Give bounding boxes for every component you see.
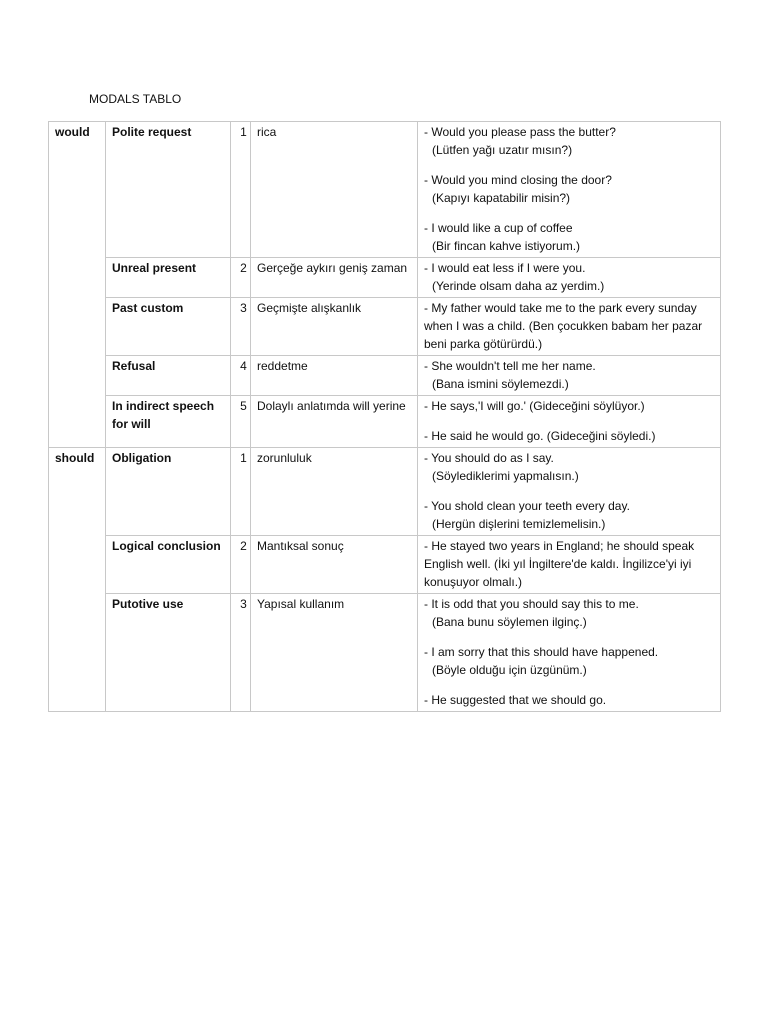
meaning-cell: Geçmişte alışkanlık [251,298,418,356]
example-english: - He said he would go. (Gideceğini söyledi.) [424,429,656,443]
meaning-cell: Mantıksal sonuç [251,536,418,594]
number-cell: 4 [231,356,251,396]
example-english: - He stayed two years in England; he should speak English well. (İki yıl İngiltere'de kaldı. İngilizce'yi iyi konuşuyor olmalı.) [424,539,695,589]
example-item [424,123,720,159]
example-translation: (Böyle olduğu için üzgünüm.) [432,663,587,677]
modals-table-body [49,122,721,712]
example-item [424,643,720,679]
example-english: - It is odd that you should say this to me. [424,597,639,611]
number-cell: 3 [231,594,251,712]
number-cell: 2 [231,536,251,594]
number-cell: 5 [231,396,251,448]
example-item [424,171,720,207]
example-item [424,427,720,445]
number-cell: 1 [231,448,251,536]
example-translation: (Söylediklerimi yapmalısın.) [432,469,579,483]
table-row [49,258,721,298]
examples-cell [418,258,721,298]
example-english: - You shold clean your teeth every day. [424,499,630,513]
table-row [49,122,721,258]
example-english: - I would like a cup of coffee [424,221,573,235]
examples-cell [418,298,721,356]
usage-cell: Unreal present [106,258,231,298]
examples-cell [418,396,721,448]
table-row [49,536,721,594]
table-row [49,396,721,448]
example-item [424,397,720,415]
example-english: - I am sorry that this should have happened. [424,645,659,659]
usage-cell: Past custom [106,298,231,356]
example-english: - My father would take me to the park every sunday when I was a child. (Ben çocukken babam her pazar beni parka götürürdü.) [424,301,703,351]
meaning-cell: Yapısal kullanım [251,594,418,712]
usage-cell: Refusal [106,356,231,396]
example-english: - Would you please pass the butter? [424,125,616,139]
example-english: - He says,'I will go.' (Gideceğini söylüyor.) [424,399,645,413]
example-item [424,537,720,591]
example-translation: (Yerinde olsam daha az yerdim.) [432,279,605,293]
usage-cell: Polite request [106,122,231,258]
example-translation: (Bir fincan kahve istiyorum.) [432,239,581,253]
example-item [424,691,720,709]
number-cell: 2 [231,258,251,298]
table-row [49,356,721,396]
examples-cell [418,594,721,712]
number-cell: 3 [231,298,251,356]
example-item [424,497,720,533]
usage-cell: In indirect speech for will [106,396,231,448]
examples-cell [418,356,721,396]
example-english: - She wouldn't tell me her name. [424,359,596,373]
example-english: - Would you mind closing the door? [424,173,612,187]
modal-verb-cell: would [49,122,106,448]
number-cell: 1 [231,122,251,258]
examples-cell [418,536,721,594]
examples-cell [418,448,721,536]
example-item [424,219,720,255]
example-item [424,259,720,295]
meaning-cell: reddetme [251,356,418,396]
modals-table [48,121,721,712]
modal-verb-cell: should [49,448,106,712]
example-translation: (Kapıyı kapatabilir misin?) [432,191,571,205]
usage-cell: Obligation [106,448,231,536]
meaning-cell: zorunluluk [251,448,418,536]
example-item [424,357,720,393]
examples-cell [418,122,721,258]
meaning-cell: rica [251,122,418,258]
meaning-cell: Gerçeğe aykırı geniş zaman [251,258,418,298]
example-translation: (Bana bunu söylemen ilginç.) [432,615,587,629]
example-english: - I would eat less if I were you. [424,261,586,275]
example-translation: (Hergün dişlerini temizlemelisin.) [432,517,606,531]
page-title: MODALS TABLO [89,92,182,106]
meaning-cell: Dolaylı anlatımda will yerine [251,396,418,448]
example-item [424,595,720,631]
example-item [424,449,720,485]
table-row [49,448,721,536]
example-english: - You should do as I say. [424,451,554,465]
example-english: - He suggested that we should go. [424,693,607,707]
table-row [49,298,721,356]
table-row [49,594,721,712]
example-translation: (Bana ismini söylemezdi.) [432,377,569,391]
example-translation: (Lütfen yağı uzatır mısın?) [432,143,573,157]
usage-cell: Putotive use [106,594,231,712]
usage-cell: Logical conclusion [106,536,231,594]
example-item [424,299,720,353]
